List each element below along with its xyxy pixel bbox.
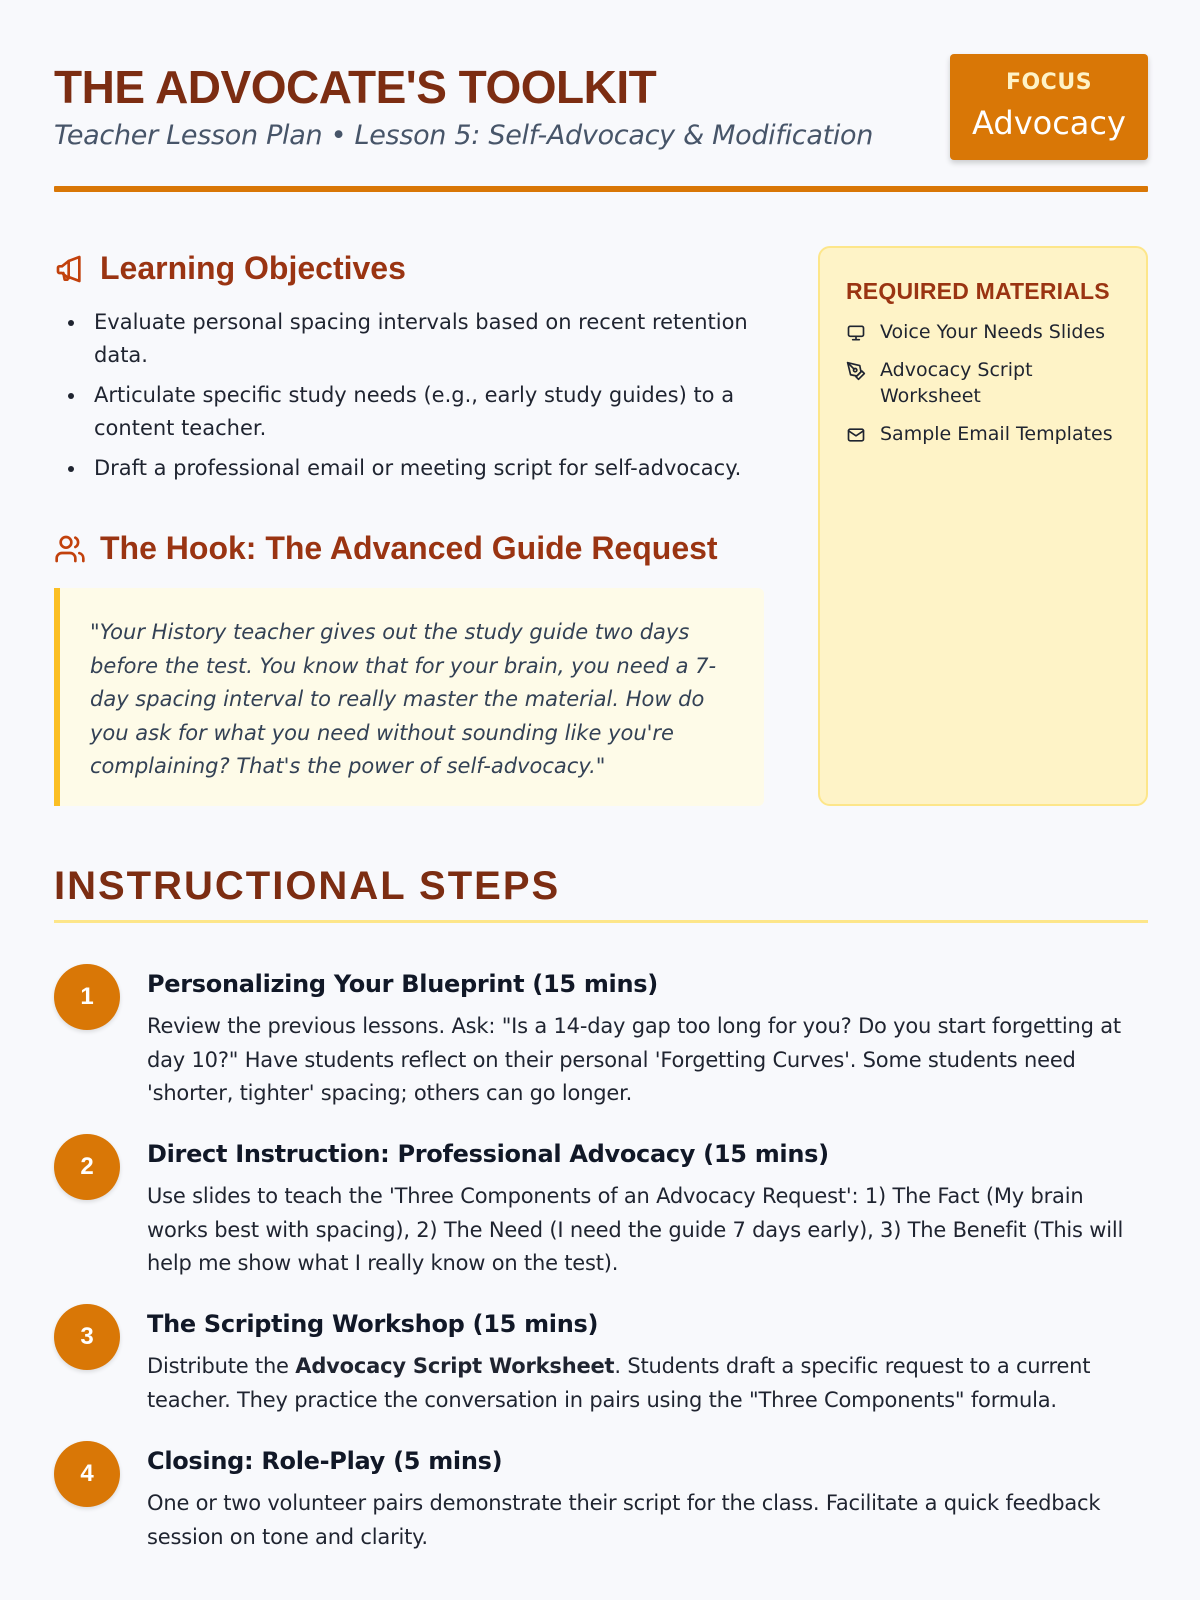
step-description: Review the previous lessons. Ask: "Is a 14-day gap too long for you? Do you start forgetting at day 10?" Have students reflect on their personal 'Forgetting Curves'. Some students need 'shorter, tighter' spacing; others can go longer. — [147, 1014, 1121, 1105]
material-label: Sample Email Templates — [880, 423, 1113, 445]
hook-quote: "Your History teacher gives out the study guide two days before the test. You know that for your brain, you need a 7-day spacing interval to really master the material. How do you ask for what you need without sounding like you're complaining? That's the power of self-advocacy." — [90, 620, 717, 778]
step-number: 3 — [54, 1304, 120, 1370]
focus-badge — [950, 54, 1148, 160]
list-item: Articulate specific study needs (e.g., early study guides) to a content teacher. — [66, 379, 756, 445]
material-label: Voice Your Needs Slides — [880, 321, 1106, 343]
hook-heading — [54, 530, 718, 567]
focus-value: Advocacy — [972, 104, 1126, 142]
steps-divider — [54, 920, 1148, 923]
page-title: THE ADVOCATE'S TOOLKIT — [54, 61, 657, 113]
focus-label: FOCUS — [1005, 70, 1093, 95]
step-title: Closing: Role-Play (5 mins) — [147, 1447, 503, 1475]
material-item — [846, 357, 1120, 409]
pen-tool-icon — [846, 361, 866, 381]
step-description: Use slides to teach the 'Three Components of an Advocacy Request': 1) The Fact (My brain works best with spacing), 2) The Need (I need the guide 7 days early), 3) The Benefit (This will help me show what I really know on the test). — [147, 1184, 1124, 1275]
step-number: 1 — [54, 964, 120, 1030]
step-description: One or two volunteer pairs demonstrate their script for the class. Facilitate a quick feedback session on tone and clarity. — [147, 1491, 1101, 1549]
material-item — [846, 421, 1120, 447]
page-subtitle: Teacher Lesson Plan • Lesson 5: Self-Advocacy & Modification — [54, 120, 874, 151]
objectives-heading-text: Learning Objectives — [100, 250, 406, 286]
list-item: Draft a professional email or meeting script for self-advocacy. — [66, 452, 756, 485]
step-title: The Scripting Workshop (15 mins) — [147, 1310, 599, 1338]
step-description — [147, 1350, 1147, 1417]
step-desc-bold: Advocacy Script Worksheet — [295, 1354, 615, 1378]
hook-heading-text: The Hook: The Advanced Guide Request — [100, 530, 718, 566]
step-title: Direct Instruction: Professional Advocacy (15 mins) — [147, 1140, 829, 1168]
materials-title: REQUIRED MATERIALS — [846, 278, 1110, 304]
objectives-heading — [54, 250, 406, 287]
step-desc-text: Distribute the — [147, 1354, 296, 1378]
step-title: Personalizing Your Blueprint (15 mins) — [147, 970, 658, 998]
megaphone-icon — [54, 253, 86, 285]
header-divider — [54, 186, 1148, 192]
list-item: Evaluate personal spacing intervals based on recent retention data. — [66, 306, 756, 372]
objectives-list — [66, 306, 756, 492]
monitor-icon — [846, 323, 866, 343]
step-number: 4 — [54, 1441, 120, 1507]
steps-heading: INSTRUCTIONAL STEPS — [54, 864, 561, 908]
step-number: 2 — [54, 1134, 120, 1200]
hook-quote-box — [54, 588, 764, 806]
page-header — [54, 54, 1148, 194]
users-icon — [54, 533, 86, 565]
material-label: Advocacy Script Worksheet — [880, 359, 1033, 407]
materials-panel — [818, 246, 1148, 806]
mail-icon — [846, 425, 866, 445]
step-desc-text: . Students draft a specific request to a current teacher. They practice the conversation in pairs using the "Three Components" formula. — [147, 1354, 1091, 1412]
material-item — [846, 319, 1120, 345]
